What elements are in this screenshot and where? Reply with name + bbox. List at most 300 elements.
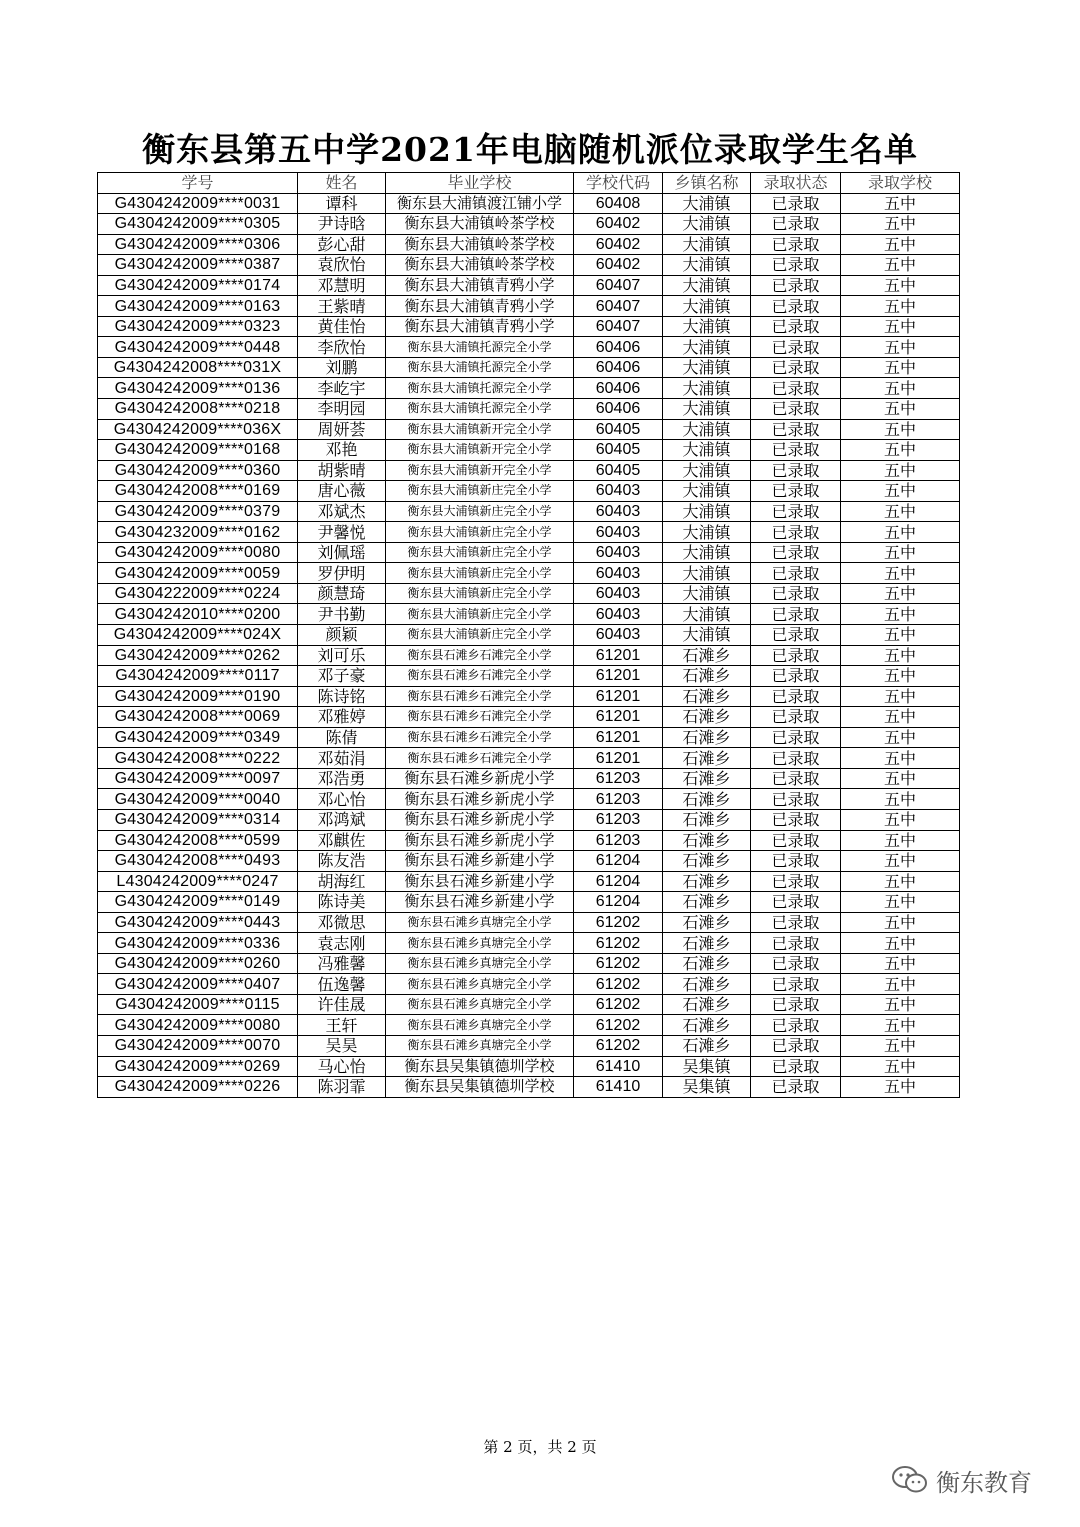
student-name-cell: 颜颖 bbox=[298, 625, 386, 646]
wechat-icon bbox=[890, 1465, 930, 1495]
school-code-cell: 61202 bbox=[574, 953, 663, 974]
school-code-cell: 61201 bbox=[574, 686, 663, 707]
status-cell: 已录取 bbox=[751, 563, 841, 584]
admitted-school-cell: 五中 bbox=[841, 481, 960, 502]
student-name-cell: 邓茹涓 bbox=[298, 748, 386, 769]
school-code-cell: 60406 bbox=[574, 337, 663, 358]
town-cell: 大浦镇 bbox=[663, 563, 751, 584]
student-id-cell: G4304242008****0069 bbox=[98, 707, 298, 728]
table-row bbox=[98, 1035, 960, 1056]
town-cell: 大浦镇 bbox=[663, 255, 751, 276]
student-id-cell: G4304242009****0149 bbox=[98, 892, 298, 913]
student-id-cell: G4304242008****0169 bbox=[98, 481, 298, 502]
admitted-school-cell: 五中 bbox=[841, 563, 960, 584]
table-row bbox=[98, 419, 960, 440]
town-cell: 大浦镇 bbox=[663, 542, 751, 563]
town-cell: 石滩乡 bbox=[663, 1035, 751, 1056]
school-name-cell: 衡东县石滩乡真塘完全小学 bbox=[386, 933, 574, 954]
table-header-row bbox=[98, 173, 960, 194]
town-cell: 石滩乡 bbox=[663, 1015, 751, 1036]
admitted-school-cell: 五中 bbox=[841, 686, 960, 707]
student-name-cell: 许佳晟 bbox=[298, 994, 386, 1015]
table-body bbox=[98, 193, 960, 1097]
admitted-school-cell: 五中 bbox=[841, 974, 960, 995]
student-id-cell: G4304242009****0080 bbox=[98, 542, 298, 563]
town-cell: 大浦镇 bbox=[663, 214, 751, 235]
table-row bbox=[98, 357, 960, 378]
table-row bbox=[98, 1015, 960, 1036]
student-name-cell: 袁志刚 bbox=[298, 933, 386, 954]
status-cell: 已录取 bbox=[751, 214, 841, 235]
town-cell: 大浦镇 bbox=[663, 316, 751, 337]
student-name-cell: 尹诗晗 bbox=[298, 214, 386, 235]
watermark-text: 衡东教育 bbox=[936, 1468, 1032, 1497]
student-id-cell: G4304242009****0168 bbox=[98, 440, 298, 461]
admitted-school-cell: 五中 bbox=[841, 871, 960, 892]
school-name-cell: 衡东县石滩乡真塘完全小学 bbox=[386, 1035, 574, 1056]
admitted-school-cell: 五中 bbox=[841, 994, 960, 1015]
status-cell: 已录取 bbox=[751, 399, 841, 420]
school-code-cell: 61204 bbox=[574, 892, 663, 913]
school-name-cell: 衡东县大浦镇新庄完全小学 bbox=[386, 583, 574, 604]
school-name-cell: 衡东县大浦镇青鸦小学 bbox=[386, 275, 574, 296]
school-name-cell: 衡东县石滩乡石滩完全小学 bbox=[386, 748, 574, 769]
admitted-school-cell: 五中 bbox=[841, 625, 960, 646]
admitted-school-cell: 五中 bbox=[841, 768, 960, 789]
student-name-cell: 胡海红 bbox=[298, 871, 386, 892]
student-id-cell: G4304242008****0599 bbox=[98, 830, 298, 851]
school-code-cell: 60406 bbox=[574, 357, 663, 378]
status-cell: 已录取 bbox=[751, 275, 841, 296]
school-name-cell: 衡东县大浦镇新庄完全小学 bbox=[386, 604, 574, 625]
table-row bbox=[98, 1056, 960, 1077]
town-cell: 吴集镇 bbox=[663, 1056, 751, 1077]
table-row bbox=[98, 953, 960, 974]
student-name-cell: 邓浩勇 bbox=[298, 768, 386, 789]
town-cell: 大浦镇 bbox=[663, 419, 751, 440]
school-name-cell: 衡东县石滩乡石滩完全小学 bbox=[386, 645, 574, 666]
town-cell: 石滩乡 bbox=[663, 933, 751, 954]
admitted-school-cell: 五中 bbox=[841, 316, 960, 337]
student-name-cell: 刘鹏 bbox=[298, 357, 386, 378]
town-cell: 大浦镇 bbox=[663, 337, 751, 358]
school-code-cell: 61204 bbox=[574, 851, 663, 872]
student-name-cell: 唐心薇 bbox=[298, 481, 386, 502]
town-cell: 大浦镇 bbox=[663, 234, 751, 255]
table-row bbox=[98, 645, 960, 666]
table-row bbox=[98, 912, 960, 933]
admitted-school-cell: 五中 bbox=[841, 378, 960, 399]
student-id-cell: G4304242009****0174 bbox=[98, 275, 298, 296]
school-name-cell: 衡东县大浦镇渡江铺小学 bbox=[386, 193, 574, 214]
student-id-cell: G4304242009****0115 bbox=[98, 994, 298, 1015]
status-cell: 已录取 bbox=[751, 727, 841, 748]
table-row bbox=[98, 583, 960, 604]
table-row bbox=[98, 255, 960, 276]
admitted-school-cell: 五中 bbox=[841, 193, 960, 214]
watermark bbox=[890, 1460, 1032, 1500]
admitted-school-cell: 五中 bbox=[841, 953, 960, 974]
admitted-school-cell: 五中 bbox=[841, 357, 960, 378]
town-cell: 石滩乡 bbox=[663, 707, 751, 728]
table-row bbox=[98, 686, 960, 707]
school-name-cell: 衡东县石滩乡新建小学 bbox=[386, 851, 574, 872]
town-cell: 大浦镇 bbox=[663, 460, 751, 481]
table-row bbox=[98, 460, 960, 481]
town-cell: 石滩乡 bbox=[663, 974, 751, 995]
column-header: 姓名 bbox=[298, 173, 386, 194]
town-cell: 大浦镇 bbox=[663, 357, 751, 378]
student-id-cell: G4304222009****0224 bbox=[98, 583, 298, 604]
student-name-cell: 陈诗美 bbox=[298, 892, 386, 913]
student-name-cell: 冯雅馨 bbox=[298, 953, 386, 974]
table-row bbox=[98, 214, 960, 235]
student-id-cell: G4304242010****0200 bbox=[98, 604, 298, 625]
status-cell: 已录取 bbox=[751, 460, 841, 481]
status-cell: 已录取 bbox=[751, 234, 841, 255]
school-code-cell: 60403 bbox=[574, 481, 663, 502]
table-row bbox=[98, 892, 960, 913]
town-cell: 大浦镇 bbox=[663, 583, 751, 604]
status-cell: 已录取 bbox=[751, 994, 841, 1015]
school-name-cell: 衡东县石滩乡新建小学 bbox=[386, 892, 574, 913]
school-name-cell: 衡东县大浦镇托源完全小学 bbox=[386, 399, 574, 420]
student-id-cell: L4304242009****0247 bbox=[98, 871, 298, 892]
student-name-cell: 刘佩瑶 bbox=[298, 542, 386, 563]
school-name-cell: 衡东县大浦镇新开完全小学 bbox=[386, 440, 574, 461]
school-name-cell: 衡东县石滩乡新虎小学 bbox=[386, 809, 574, 830]
town-cell: 大浦镇 bbox=[663, 275, 751, 296]
student-name-cell: 尹馨悦 bbox=[298, 522, 386, 543]
student-name-cell: 李屹宇 bbox=[298, 378, 386, 399]
status-cell: 已录取 bbox=[751, 871, 841, 892]
student-name-cell: 尹书勤 bbox=[298, 604, 386, 625]
admitted-school-cell: 五中 bbox=[841, 501, 960, 522]
student-id-cell: G4304242009****036X bbox=[98, 419, 298, 440]
status-cell: 已录取 bbox=[751, 583, 841, 604]
school-code-cell: 61203 bbox=[574, 809, 663, 830]
admitted-school-cell: 五中 bbox=[841, 1015, 960, 1036]
admitted-school-cell: 五中 bbox=[841, 604, 960, 625]
student-id-cell: G4304242009****0117 bbox=[98, 666, 298, 687]
table-row bbox=[98, 481, 960, 502]
student-name-cell: 马心怡 bbox=[298, 1056, 386, 1077]
student-id-cell: G4304242009****0136 bbox=[98, 378, 298, 399]
town-cell: 石滩乡 bbox=[663, 830, 751, 851]
town-cell: 石滩乡 bbox=[663, 871, 751, 892]
admitted-school-cell: 五中 bbox=[841, 542, 960, 563]
status-cell: 已录取 bbox=[751, 892, 841, 913]
column-header: 乡镇名称 bbox=[663, 173, 751, 194]
school-code-cell: 60405 bbox=[574, 440, 663, 461]
admitted-school-cell: 五中 bbox=[841, 892, 960, 913]
school-code-cell: 61202 bbox=[574, 1015, 663, 1036]
student-name-cell: 彭心甜 bbox=[298, 234, 386, 255]
student-id-cell: G4304242009****0269 bbox=[98, 1056, 298, 1077]
table-row bbox=[98, 193, 960, 214]
school-code-cell: 61202 bbox=[574, 1035, 663, 1056]
admitted-school-cell: 五中 bbox=[841, 399, 960, 420]
school-name-cell: 衡东县石滩乡新虎小学 bbox=[386, 830, 574, 851]
admitted-school-cell: 五中 bbox=[841, 214, 960, 235]
town-cell: 石滩乡 bbox=[663, 686, 751, 707]
school-code-cell: 61202 bbox=[574, 974, 663, 995]
status-cell: 已录取 bbox=[751, 1077, 841, 1098]
student-id-cell: G4304242008****0493 bbox=[98, 851, 298, 872]
school-name-cell: 衡东县大浦镇岭茶学校 bbox=[386, 234, 574, 255]
table-row bbox=[98, 275, 960, 296]
school-code-cell: 61203 bbox=[574, 789, 663, 810]
student-id-cell: G4304242009****0226 bbox=[98, 1077, 298, 1098]
town-cell: 大浦镇 bbox=[663, 481, 751, 502]
school-code-cell: 60407 bbox=[574, 316, 663, 337]
status-cell: 已录取 bbox=[751, 296, 841, 317]
admitted-school-cell: 五中 bbox=[841, 645, 960, 666]
student-id-cell: G4304242008****0218 bbox=[98, 399, 298, 420]
town-cell: 大浦镇 bbox=[663, 296, 751, 317]
student-name-cell: 周妍荟 bbox=[298, 419, 386, 440]
table-row bbox=[98, 666, 960, 687]
status-cell: 已录取 bbox=[751, 604, 841, 625]
student-name-cell: 邓慧明 bbox=[298, 275, 386, 296]
table-row bbox=[98, 994, 960, 1015]
school-name-cell: 衡东县大浦镇新庄完全小学 bbox=[386, 542, 574, 563]
town-cell: 大浦镇 bbox=[663, 399, 751, 420]
student-name-cell: 李欣怡 bbox=[298, 337, 386, 358]
town-cell: 石滩乡 bbox=[663, 851, 751, 872]
status-cell: 已录取 bbox=[751, 768, 841, 789]
admitted-school-cell: 五中 bbox=[841, 440, 960, 461]
school-code-cell: 61202 bbox=[574, 994, 663, 1015]
school-code-cell: 60403 bbox=[574, 522, 663, 543]
school-code-cell: 61203 bbox=[574, 768, 663, 789]
school-code-cell: 60405 bbox=[574, 419, 663, 440]
town-cell: 石滩乡 bbox=[663, 953, 751, 974]
student-id-cell: G4304242009****0323 bbox=[98, 316, 298, 337]
town-cell: 大浦镇 bbox=[663, 193, 751, 214]
school-code-cell: 60406 bbox=[574, 399, 663, 420]
student-id-cell: G4304242009****0070 bbox=[98, 1035, 298, 1056]
school-name-cell: 衡东县大浦镇新庄完全小学 bbox=[386, 625, 574, 646]
school-name-cell: 衡东县大浦镇新庄完全小学 bbox=[386, 481, 574, 502]
status-cell: 已录取 bbox=[751, 707, 841, 728]
school-code-cell: 61201 bbox=[574, 645, 663, 666]
school-name-cell: 衡东县石滩乡新虎小学 bbox=[386, 789, 574, 810]
town-cell: 石滩乡 bbox=[663, 789, 751, 810]
student-id-cell: G4304242009****0349 bbox=[98, 727, 298, 748]
table-row bbox=[98, 501, 960, 522]
column-header: 录取状态 bbox=[751, 173, 841, 194]
admission-table bbox=[97, 172, 960, 1098]
school-code-cell: 60403 bbox=[574, 542, 663, 563]
status-cell: 已录取 bbox=[751, 625, 841, 646]
admitted-school-cell: 五中 bbox=[841, 727, 960, 748]
student-name-cell: 刘可乐 bbox=[298, 645, 386, 666]
student-id-cell: G4304242009****0443 bbox=[98, 912, 298, 933]
school-code-cell: 61202 bbox=[574, 933, 663, 954]
school-name-cell: 衡东县石滩乡新建小学 bbox=[386, 871, 574, 892]
student-name-cell: 陈诗铭 bbox=[298, 686, 386, 707]
school-code-cell: 60402 bbox=[574, 214, 663, 235]
school-code-cell: 61204 bbox=[574, 871, 663, 892]
town-cell: 大浦镇 bbox=[663, 440, 751, 461]
school-name-cell: 衡东县大浦镇新开完全小学 bbox=[386, 419, 574, 440]
student-id-cell: G4304242008****0222 bbox=[98, 748, 298, 769]
school-name-cell: 衡东县石滩乡石滩完全小学 bbox=[386, 727, 574, 748]
school-name-cell: 衡东县大浦镇岭茶学校 bbox=[386, 214, 574, 235]
school-name-cell: 衡东县大浦镇青鸦小学 bbox=[386, 316, 574, 337]
town-cell: 大浦镇 bbox=[663, 501, 751, 522]
school-name-cell: 衡东县石滩乡真塘完全小学 bbox=[386, 953, 574, 974]
school-code-cell: 61410 bbox=[574, 1056, 663, 1077]
student-name-cell: 邓鸿斌 bbox=[298, 809, 386, 830]
student-id-cell: G4304242009****0260 bbox=[98, 953, 298, 974]
table-row bbox=[98, 851, 960, 872]
school-name-cell: 衡东县大浦镇新庄完全小学 bbox=[386, 501, 574, 522]
student-id-cell: G4304242009****0379 bbox=[98, 501, 298, 522]
school-name-cell: 衡东县大浦镇托源完全小学 bbox=[386, 357, 574, 378]
school-name-cell: 衡东县吴集镇德圳学校 bbox=[386, 1077, 574, 1098]
town-cell: 石滩乡 bbox=[663, 912, 751, 933]
student-name-cell: 李明园 bbox=[298, 399, 386, 420]
admitted-school-cell: 五中 bbox=[841, 419, 960, 440]
student-id-cell: G4304242009****024X bbox=[98, 625, 298, 646]
school-name-cell: 衡东县石滩乡真塘完全小学 bbox=[386, 1015, 574, 1036]
table-row bbox=[98, 707, 960, 728]
status-cell: 已录取 bbox=[751, 501, 841, 522]
admitted-school-cell: 五中 bbox=[841, 851, 960, 872]
status-cell: 已录取 bbox=[751, 953, 841, 974]
table-row bbox=[98, 625, 960, 646]
table-row bbox=[98, 316, 960, 337]
school-name-cell: 衡东县大浦镇新开完全小学 bbox=[386, 460, 574, 481]
status-cell: 已录取 bbox=[751, 748, 841, 769]
table-row bbox=[98, 974, 960, 995]
student-id-cell: G4304242009****0059 bbox=[98, 563, 298, 584]
table-row bbox=[98, 522, 960, 543]
student-id-cell: G4304242009****0040 bbox=[98, 789, 298, 810]
admitted-school-cell: 五中 bbox=[841, 830, 960, 851]
student-id-cell: G4304242009****0314 bbox=[98, 809, 298, 830]
student-name-cell: 胡紫晴 bbox=[298, 460, 386, 481]
admitted-school-cell: 五中 bbox=[841, 809, 960, 830]
table-row bbox=[98, 337, 960, 358]
status-cell: 已录取 bbox=[751, 337, 841, 358]
admitted-school-cell: 五中 bbox=[841, 1035, 960, 1056]
admitted-school-cell: 五中 bbox=[841, 748, 960, 769]
town-cell: 石滩乡 bbox=[663, 727, 751, 748]
admitted-school-cell: 五中 bbox=[841, 275, 960, 296]
student-name-cell: 陈友浩 bbox=[298, 851, 386, 872]
school-code-cell: 61203 bbox=[574, 830, 663, 851]
school-name-cell: 衡东县石滩乡真塘完全小学 bbox=[386, 974, 574, 995]
admitted-school-cell: 五中 bbox=[841, 707, 960, 728]
school-code-cell: 61201 bbox=[574, 748, 663, 769]
admitted-school-cell: 五中 bbox=[841, 666, 960, 687]
admitted-school-cell: 五中 bbox=[841, 912, 960, 933]
town-cell: 石滩乡 bbox=[663, 666, 751, 687]
status-cell: 已录取 bbox=[751, 316, 841, 337]
school-code-cell: 60406 bbox=[574, 378, 663, 399]
school-name-cell: 衡东县石滩乡石滩完全小学 bbox=[386, 686, 574, 707]
student-id-cell: G4304242009****0163 bbox=[98, 296, 298, 317]
column-header: 学号 bbox=[98, 173, 298, 194]
status-cell: 已录取 bbox=[751, 378, 841, 399]
column-header: 毕业学校 bbox=[386, 173, 574, 194]
admitted-school-cell: 五中 bbox=[841, 460, 960, 481]
school-code-cell: 61410 bbox=[574, 1077, 663, 1098]
table-row bbox=[98, 1077, 960, 1098]
school-name-cell: 衡东县石滩乡真塘完全小学 bbox=[386, 912, 574, 933]
admitted-school-cell: 五中 bbox=[841, 337, 960, 358]
student-name-cell: 王紫晴 bbox=[298, 296, 386, 317]
town-cell: 石滩乡 bbox=[663, 768, 751, 789]
student-name-cell: 吴昊 bbox=[298, 1035, 386, 1056]
school-code-cell: 60402 bbox=[574, 234, 663, 255]
school-code-cell: 60407 bbox=[574, 296, 663, 317]
town-cell: 石滩乡 bbox=[663, 892, 751, 913]
table-row bbox=[98, 871, 960, 892]
student-name-cell: 邓艳 bbox=[298, 440, 386, 461]
student-id-cell: G4304242009****0407 bbox=[98, 974, 298, 995]
status-cell: 已录取 bbox=[751, 1056, 841, 1077]
town-cell: 吴集镇 bbox=[663, 1077, 751, 1098]
town-cell: 大浦镇 bbox=[663, 604, 751, 625]
school-name-cell: 衡东县石滩乡石滩完全小学 bbox=[386, 707, 574, 728]
school-code-cell: 60403 bbox=[574, 625, 663, 646]
admitted-school-cell: 五中 bbox=[841, 789, 960, 810]
school-code-cell: 60403 bbox=[574, 604, 663, 625]
status-cell: 已录取 bbox=[751, 193, 841, 214]
school-name-cell: 衡东县石滩乡石滩完全小学 bbox=[386, 666, 574, 687]
school-code-cell: 61201 bbox=[574, 666, 663, 687]
student-name-cell: 邓微思 bbox=[298, 912, 386, 933]
status-cell: 已录取 bbox=[751, 974, 841, 995]
column-header: 录取学校 bbox=[841, 173, 960, 194]
student-name-cell: 邓子豪 bbox=[298, 666, 386, 687]
student-id-cell: G4304242009****0305 bbox=[98, 214, 298, 235]
town-cell: 石滩乡 bbox=[663, 809, 751, 830]
school-code-cell: 60405 bbox=[574, 460, 663, 481]
student-id-cell: G4304242009****0031 bbox=[98, 193, 298, 214]
student-id-cell: G4304242009****0336 bbox=[98, 933, 298, 954]
town-cell: 大浦镇 bbox=[663, 625, 751, 646]
student-name-cell: 袁欣怡 bbox=[298, 255, 386, 276]
school-code-cell: 60407 bbox=[574, 275, 663, 296]
student-name-cell: 谭科 bbox=[298, 193, 386, 214]
status-cell: 已录取 bbox=[751, 912, 841, 933]
status-cell: 已录取 bbox=[751, 666, 841, 687]
school-name-cell: 衡东县吴集镇德圳学校 bbox=[386, 1056, 574, 1077]
school-code-cell: 61201 bbox=[574, 707, 663, 728]
student-name-cell: 陈倩 bbox=[298, 727, 386, 748]
student-id-cell: G4304242009****0080 bbox=[98, 1015, 298, 1036]
school-name-cell: 衡东县石滩乡真塘完全小学 bbox=[386, 994, 574, 1015]
table-row bbox=[98, 748, 960, 769]
status-cell: 已录取 bbox=[751, 809, 841, 830]
status-cell: 已录取 bbox=[751, 830, 841, 851]
school-code-cell: 60403 bbox=[574, 501, 663, 522]
table-row bbox=[98, 296, 960, 317]
student-name-cell: 邓心怡 bbox=[298, 789, 386, 810]
table-row bbox=[98, 378, 960, 399]
student-name-cell: 黄佳怡 bbox=[298, 316, 386, 337]
status-cell: 已录取 bbox=[751, 440, 841, 461]
table-row bbox=[98, 933, 960, 954]
page-number: 第 2 页，共 2 页 bbox=[483, 1438, 597, 1456]
student-id-cell: G4304232009****0162 bbox=[98, 522, 298, 543]
student-id-cell: G4304242008****031X bbox=[98, 357, 298, 378]
